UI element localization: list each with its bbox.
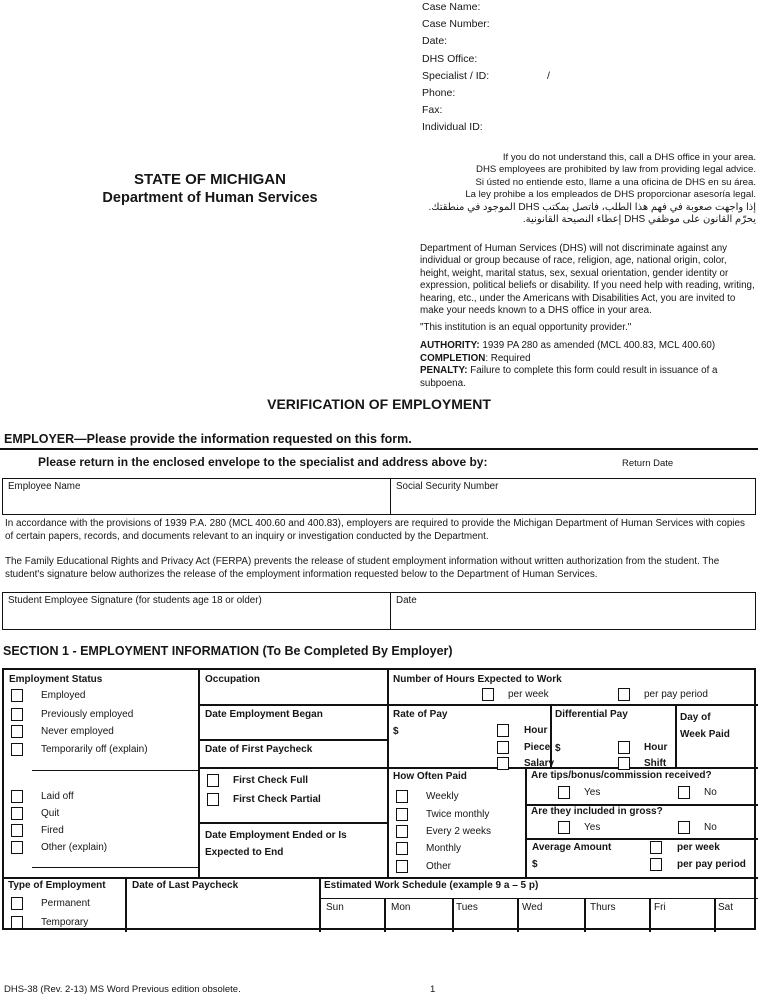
agency-subtitle: Department of Human Services: [102, 190, 318, 206]
differential-pay-label: Differential Pay: [555, 709, 628, 720]
hours-expected-label: Number of Hours Expected to Work: [393, 674, 562, 685]
date-last-paycheck-entry[interactable]: [132, 895, 312, 927]
specialist-id-separator: /: [547, 69, 550, 82]
rate-of-pay-currency: $: [393, 726, 399, 737]
divider-colA-colB: [198, 670, 200, 877]
date-ended-label: Date Employment Ended or Is Expected to End: [205, 830, 347, 858]
monthly-label: Monthly: [426, 843, 462, 854]
legal-paragraph-2: The Family Educational Rights and Privacy Act (FERPA) prevents the release of student employment information without written authorization from the student. The student's signature below authorizes the release of the employment information requested below to the Department of Human Services.: [5, 556, 720, 580]
checkbox-laid-off[interactable]: [11, 790, 23, 803]
legal-paragraph-1: In accordance with the provisions of 1939 P.A. 280 (MCL 400.60 and 400.83), employers are required to provide the Michigan Department of Human Services with copies of certain papers, records, and documents relevant to an inquiry or investigation conducted by the Department.: [5, 518, 745, 542]
notice-line-ar-2: يحرّم القانون على موظفي DHS إعطاء النصيحة القانونية.: [522, 214, 756, 226]
explain-writein-line-bottom[interactable]: [32, 867, 198, 868]
signature-date-cell[interactable]: [391, 593, 755, 629]
schedule-day-fri: Fri: [654, 902, 666, 913]
checkbox-tips-no[interactable]: [678, 786, 690, 799]
schedule-day-thurs: Thurs: [590, 902, 616, 913]
signature-table: [2, 592, 756, 630]
tips-yes-label: Yes: [584, 787, 601, 798]
checkbox-gross-no[interactable]: [678, 821, 690, 834]
date-began-label: Date Employment Began: [205, 709, 323, 720]
specialist-id-label: Specialist / ID:: [422, 69, 490, 82]
divider-day-tues-wed: [517, 898, 519, 932]
checkbox-tips-yes[interactable]: [558, 786, 570, 799]
divider-day-sun-mon: [384, 898, 386, 932]
checkbox-gross-yes[interactable]: [558, 821, 570, 834]
dhs-office-field[interactable]: [422, 53, 752, 70]
date-last-paycheck-label: Date of Last Paycheck: [132, 880, 239, 891]
checkbox-differential-shift[interactable]: [618, 757, 630, 770]
how-often-paid-label: How Often Paid: [393, 771, 467, 782]
checkbox-fired[interactable]: [11, 824, 23, 837]
checkbox-monthly[interactable]: [396, 842, 408, 855]
divider-day-mon-tues: [452, 898, 454, 932]
schedule-day-sat: Sat: [718, 902, 734, 913]
differential-pay-entry[interactable]: [566, 741, 614, 757]
form-id-footer: DHS-38 (Rev. 2-13) MS Word Previous edition obsolete.: [4, 984, 241, 995]
employee-name-cell[interactable]: [3, 479, 391, 514]
first-check-partial-label: First Check Partial: [233, 794, 321, 805]
weekly-label: Weekly: [426, 791, 459, 802]
divider-day-wed-thurs: [584, 898, 586, 932]
section1-heading: SECTION 1 - EMPLOYMENT INFORMATION (To Be Completed By Employer): [3, 644, 453, 658]
date-label: Date:: [422, 35, 448, 48]
employed-label: Employed: [41, 690, 86, 701]
completion-label: COMPLETION: [420, 352, 486, 364]
checkbox-employed[interactable]: [11, 689, 23, 702]
notice-line-es-1: Si ústed no entiende esto, llame a una oficina de DHS en su área.: [475, 176, 756, 188]
dhs-office-label: DHS Office:: [422, 52, 478, 65]
section1-table: [2, 668, 756, 930]
average-per-week-label: per week: [677, 842, 720, 853]
return-date-label: Return Date: [622, 458, 674, 469]
divider-datebegan-row: [198, 739, 387, 741]
schedule-day-tues: Tues: [456, 902, 478, 913]
date-first-paycheck-entry[interactable]: [205, 756, 380, 772]
agency-header: [55, 171, 365, 206]
checkbox-temporarily-off[interactable]: [11, 743, 23, 756]
checkbox-permanent[interactable]: [11, 897, 23, 910]
fax-label: Fax:: [422, 104, 443, 117]
checkbox-average-per-pay-period[interactable]: [650, 858, 662, 871]
tips-question-label: Are tips/bonus/commission received?: [531, 770, 712, 781]
checkbox-twice-monthly[interactable]: [396, 808, 408, 821]
differential-pay-currency: $: [555, 743, 561, 754]
penalty-label: PENALTY:: [420, 365, 468, 377]
fired-label: Fired: [41, 825, 64, 836]
laid-off-label: Laid off: [41, 791, 74, 802]
checkbox-average-per-week[interactable]: [650, 841, 662, 854]
explain-writein-line-top[interactable]: [32, 770, 198, 771]
twice-monthly-label: Twice monthly: [426, 809, 490, 820]
divider-gross-average: [525, 838, 758, 840]
case-name-label: Case Name:: [422, 1, 481, 13]
divider-employer-rule: [0, 448, 758, 450]
differential-shift-label: Shift: [644, 758, 667, 769]
date-first-paycheck-label: Date of First Paycheck: [205, 744, 313, 755]
page-title: VERIFICATION OF EMPLOYMENT: [267, 396, 491, 412]
divider-howoften-tips: [525, 767, 527, 877]
equal-opportunity-text: "This institution is an equal opportunity provider.": [420, 322, 632, 334]
authority-line: [420, 340, 757, 353]
return-instruction: Please return in the enclosed envelope to the specialist and address above by:: [38, 455, 488, 469]
date-began-entry[interactable]: [205, 721, 380, 737]
checkbox-every-2-weeks[interactable]: [396, 825, 408, 838]
previously-employed-label: Previously employed: [41, 709, 134, 720]
day-of-week-paid-label: Day of Week Paid: [680, 712, 730, 740]
rate-of-pay-label: Rate of Pay: [393, 709, 448, 720]
rate-hour-label: Hour: [524, 725, 548, 736]
employer-instruction: EMPLOYER—Please provide the information requested on this form.: [4, 432, 412, 446]
temporary-label: Temporary: [41, 917, 89, 928]
checkbox-temporary[interactable]: [11, 916, 23, 929]
case-name-field[interactable]: [422, 1, 752, 18]
case-number-label: Case Number:: [422, 18, 490, 31]
penalty-text: Failure to complete this form could result in issuance of a subpoena.: [420, 365, 718, 390]
authority-text: 1939 PA 280 as amended (MCL 400.83, MCL 400.60): [479, 339, 716, 351]
type-of-employment-label: Type of Employment: [8, 880, 106, 891]
checkbox-hours-per-week[interactable]: [482, 688, 494, 701]
ssn-cell[interactable]: [391, 479, 755, 514]
quit-label: Quit: [41, 808, 60, 819]
checkbox-rate-piece[interactable]: [497, 741, 509, 754]
notice-line-es-2: La ley prohibe a los empleados de DHS proporcionar asesoría legal.: [465, 189, 756, 201]
schedule-day-sun: Sun: [326, 902, 344, 913]
signature-date-label: Date: [396, 595, 417, 606]
hours-per-pay-period-label: per pay period: [644, 689, 708, 700]
checkbox-other-frequency[interactable]: [396, 860, 408, 873]
tips-no-label: No: [704, 787, 717, 798]
average-per-pay-period-label: per pay period: [677, 859, 746, 870]
employment-status-label: Employment Status: [9, 674, 103, 685]
divider-colB-colC: [387, 670, 389, 877]
average-amount-label: Average Amount: [532, 842, 612, 853]
rate-of-pay-entry[interactable]: [404, 724, 489, 740]
occupation-entry[interactable]: [205, 686, 380, 702]
date-field[interactable]: [422, 35, 752, 52]
divider-differential-dayofweek: [675, 704, 677, 767]
checkbox-other-explain[interactable]: [11, 841, 23, 854]
page-number: 1: [430, 984, 436, 995]
temporarily-off-label: Temporarily off (explain): [41, 744, 148, 755]
schedule-day-mon: Mon: [391, 902, 411, 913]
gross-yes-label: Yes: [584, 822, 601, 833]
checkbox-hours-per-pay-period[interactable]: [618, 688, 630, 701]
checkbox-never-employed[interactable]: [11, 725, 23, 738]
phone-field[interactable]: [422, 87, 752, 104]
divider-row2-row3: [4, 877, 758, 879]
rate-salary-label: Salary: [524, 758, 555, 769]
differential-hour-label: Hour: [644, 742, 668, 753]
checkbox-first-check-partial[interactable]: [207, 793, 219, 806]
checkbox-rate-salary[interactable]: [497, 757, 509, 770]
divider-day-thurs-fri: [649, 898, 651, 932]
phone-label: Phone:: [422, 86, 456, 99]
completion-line: [420, 353, 757, 366]
checkbox-weekly[interactable]: [396, 790, 408, 803]
case-number-field[interactable]: [422, 18, 752, 35]
specialist-id-field[interactable]: [422, 70, 752, 87]
average-amount-entry[interactable]: [544, 857, 639, 873]
hours-per-week-label: per week: [508, 689, 549, 700]
fax-field[interactable]: [422, 104, 752, 121]
notice-line-ar-1: إذا واجهت صعوبة في فهم هذا الطلب، فاتصل بمكتب DHS الموجود في منطقتك.: [428, 201, 756, 213]
rate-piece-label: Piece: [524, 742, 551, 753]
every-2-weeks-label: Every 2 weeks: [426, 826, 492, 837]
gross-question-label: Are they included in gross?: [531, 806, 663, 817]
authority-label: AUTHORITY:: [420, 339, 480, 351]
completion-text: : Required: [485, 352, 531, 364]
return-date-entry[interactable]: [700, 456, 756, 474]
gross-no-label: No: [704, 822, 717, 833]
checkbox-previously-employed[interactable]: [11, 708, 23, 721]
ssn-label: Social Security Number: [396, 481, 499, 492]
first-check-full-label: First Check Full: [233, 775, 309, 786]
other-explain-label: Other (explain): [41, 842, 108, 853]
checkbox-quit[interactable]: [11, 807, 23, 820]
divider-lastpaycheck-schedule: [319, 877, 321, 932]
checkbox-differential-hour[interactable]: [618, 741, 630, 754]
case-info-block: [422, 1, 752, 139]
occupation-label: Occupation: [205, 674, 261, 685]
notice-line-en-2: DHS employees are prohibited by law from providing legal advice.: [476, 164, 756, 176]
permanent-label: Permanent: [41, 898, 90, 909]
signature-label: Student Employee Signature (for students age 18 or older): [8, 595, 262, 606]
employee-name-label: Employee Name: [8, 481, 81, 492]
individual-id-field[interactable]: [422, 121, 752, 138]
agency-title: STATE OF MICHIGAN: [134, 171, 286, 188]
checkbox-first-check-full[interactable]: [207, 774, 219, 787]
other-frequency-label: Other: [426, 861, 452, 872]
individual-id-label: Individual ID:: [422, 121, 483, 134]
average-amount-currency: $: [532, 859, 538, 870]
nondiscrimination-text: Department of Human Services (DHS) will not discriminate against any individual or group because of race, religion, age, national origin, color, height, weight, marital status, sex, sexual orientation, gender identity or expression, political beliefs or disability. If you need help with reading, writing, hearing, etc., under the Americans with Disabilities Act, you are invited to make your needs known to a DHS office in your area.: [420, 243, 755, 317]
language-notice: [340, 152, 756, 226]
notice-line-en-1: If you do not understand this, call a DHS office in your area.: [502, 152, 756, 163]
divider-occupation-row: [198, 704, 758, 706]
divider-day-fri-sat: [714, 898, 716, 932]
checkbox-rate-hour[interactable]: [497, 724, 509, 737]
never-employed-label: Never employed: [41, 726, 114, 737]
divider-type-lastpaycheck: [125, 877, 127, 932]
schedule-label: Estimated Work Schedule (example 9 a – 5 p): [324, 880, 539, 891]
nondiscrimination-block: [420, 243, 757, 391]
signature-cell[interactable]: [3, 593, 391, 629]
schedule-day-wed: Wed: [522, 902, 543, 913]
identity-table: [2, 478, 756, 515]
penalty-line: [420, 365, 757, 391]
divider-firstcheck-dateended: [198, 822, 387, 824]
